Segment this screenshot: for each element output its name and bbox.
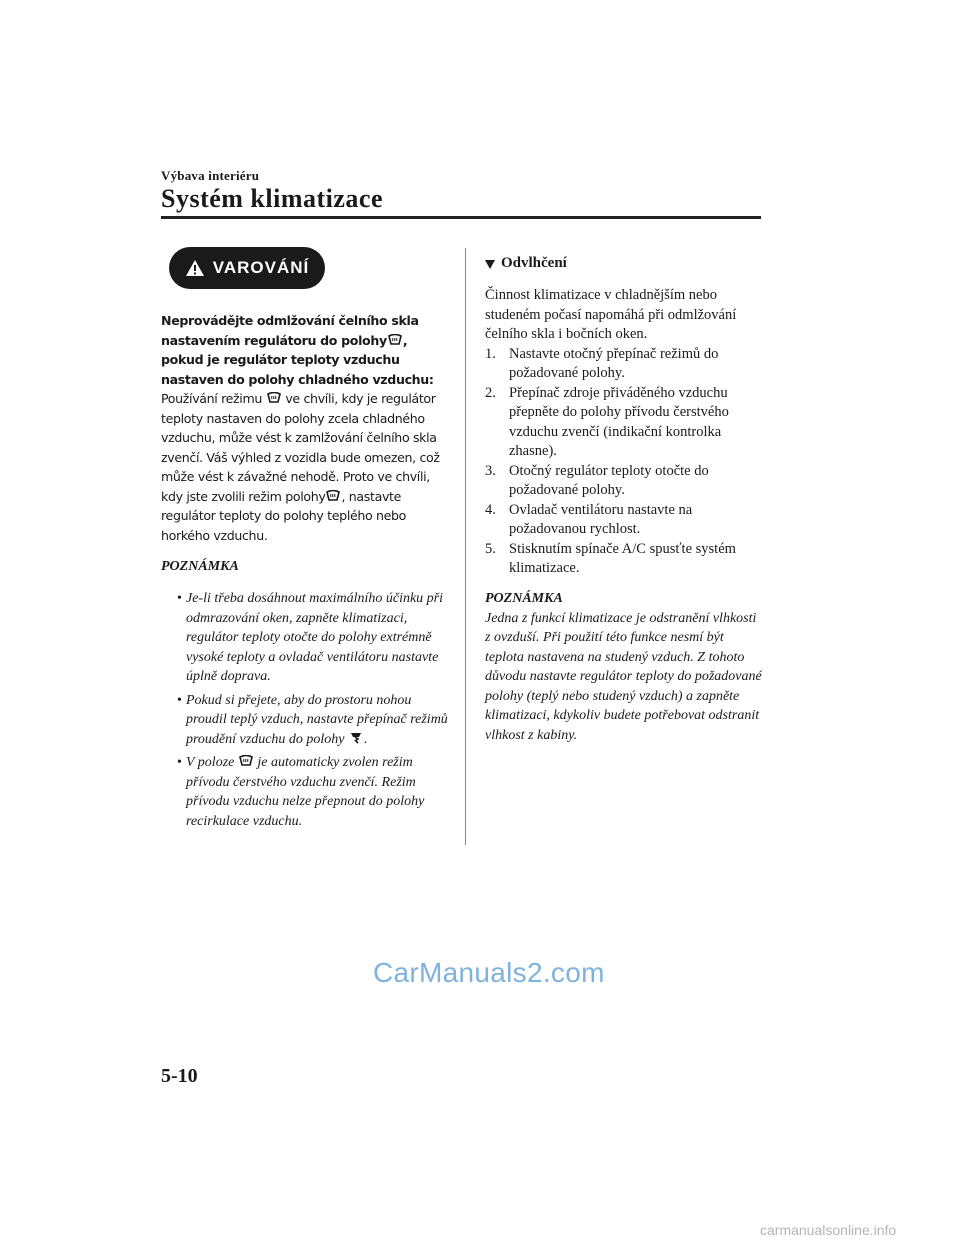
windshield-defrost-icon — [239, 755, 253, 767]
left-column — [161, 247, 453, 835]
watermark-text: CarManuals2.com — [373, 957, 605, 988]
note-label-right: POZNÁMKA — [485, 590, 563, 606]
note-text-right: Jedna z funkcí klimatizace je odstranění vlhkosti z ovzduší. Při použití této funkce nesmí být teplota nastavena na studený vzduch. Z tohoto důvodu nastavte regulátor teploty do požadované polohy (teplý nebo studený vzduch) a zapněte klimatizaci, kdykoliv budete potřebovat odstranit vlhkost z kabiny. — [485, 610, 762, 743]
section-heading-text: Odvlhčení — [501, 255, 567, 271]
windshield-defrost-icon — [388, 334, 402, 346]
section-heading — [485, 255, 765, 272]
list-item: 1. Nastavte otočný přepínač režimů do požadované polohy. — [485, 345, 719, 381]
list-item: 5. Stisknutím spínače A/C spusťte systém klimatizace. — [485, 540, 736, 576]
list-item: • Pokud si přejete, aby do prostoru nohou proudil teplý vzduch, nastavte přepínač režimů proudění vzduchu do polohy . — [177, 692, 448, 747]
intro-paragraph: Činnost klimatizace v chladnějším nebo studeném počasí napomáhá při odmlžování čelního skla i bočních oken. — [485, 287, 737, 342]
note-label-left: POZNÁMKA — [161, 559, 239, 574]
warning-banner — [169, 247, 325, 289]
warning-bold-1: Neprovádějte odmlžování čelního skla nastavením regulátoru do polohy — [161, 313, 419, 348]
warning-bold-2: , pokud je regulátor teploty vzduchu nastaven do polohy chladného vzduchu: — [161, 332, 434, 387]
section-kicker: Výbava interiéru — [161, 168, 260, 183]
triangle-down-icon — [485, 259, 495, 269]
windshield-defrost-icon — [326, 490, 340, 502]
list-item: 4. Ovladač ventilátoru nastavte na požadovanou rychlost. — [485, 501, 693, 537]
header-rule — [161, 216, 761, 219]
footer-site: carmanualsonline.info — [760, 1222, 897, 1238]
list-item: 3. Otočný regulátor teploty otočte do požadované polohy. — [485, 462, 709, 498]
warning-text — [161, 311, 453, 545]
floor-defrost-icon — [349, 732, 363, 744]
list-item: • V poloze je automaticky zvolen režim přívodu čerstvého vzduchu zvenčí. Režim přívodu vzduchu nelze přepnout do polohy recirkulace vzduchu. — [177, 755, 425, 829]
windshield-defrost-icon — [267, 392, 281, 404]
column-divider — [465, 248, 466, 845]
list-item: 2. Přepínač zdroje přiváděného vzduchu přepněte do polohy přívodu čerstvého vzduchu zvenčí (indikační kontrolka zhasne). — [485, 384, 729, 459]
steps-list — [485, 345, 765, 579]
list-item: • Je-li třeba dosáhnout maximálního účinku při odmrazování oken, zapněte klimatizaci, regulátor teploty otočte do polohy extrémně vysoké teploty a ovladač ventilátoru nastavte úplně doprava. — [177, 591, 444, 684]
warning-body-2: ve chvíli, kdy je regulátor teploty nastaven do polohy zcela chladného vzduchu, může vést k zamlžování čelního skla zvenčí. Váš výhled z vozidla bude omezen, což může vést k závažné nehodě. Proto ve chvíli, kdy jste zvolili režim polohy — [161, 391, 440, 504]
page-number: 5-10 — [161, 1065, 198, 1087]
warning-body-1: Používání režimu — [161, 391, 263, 406]
warning-label: VAROVÁNÍ — [212, 258, 310, 277]
right-column — [485, 255, 765, 745]
warning-body-3: , nastavte regulátor teploty do polohy teplého nebo horkého vzduchu. — [161, 488, 407, 543]
page-title: Systém klimatizace — [161, 184, 384, 213]
warning-triangle-icon — [185, 259, 205, 277]
note-list-left — [161, 589, 453, 831]
